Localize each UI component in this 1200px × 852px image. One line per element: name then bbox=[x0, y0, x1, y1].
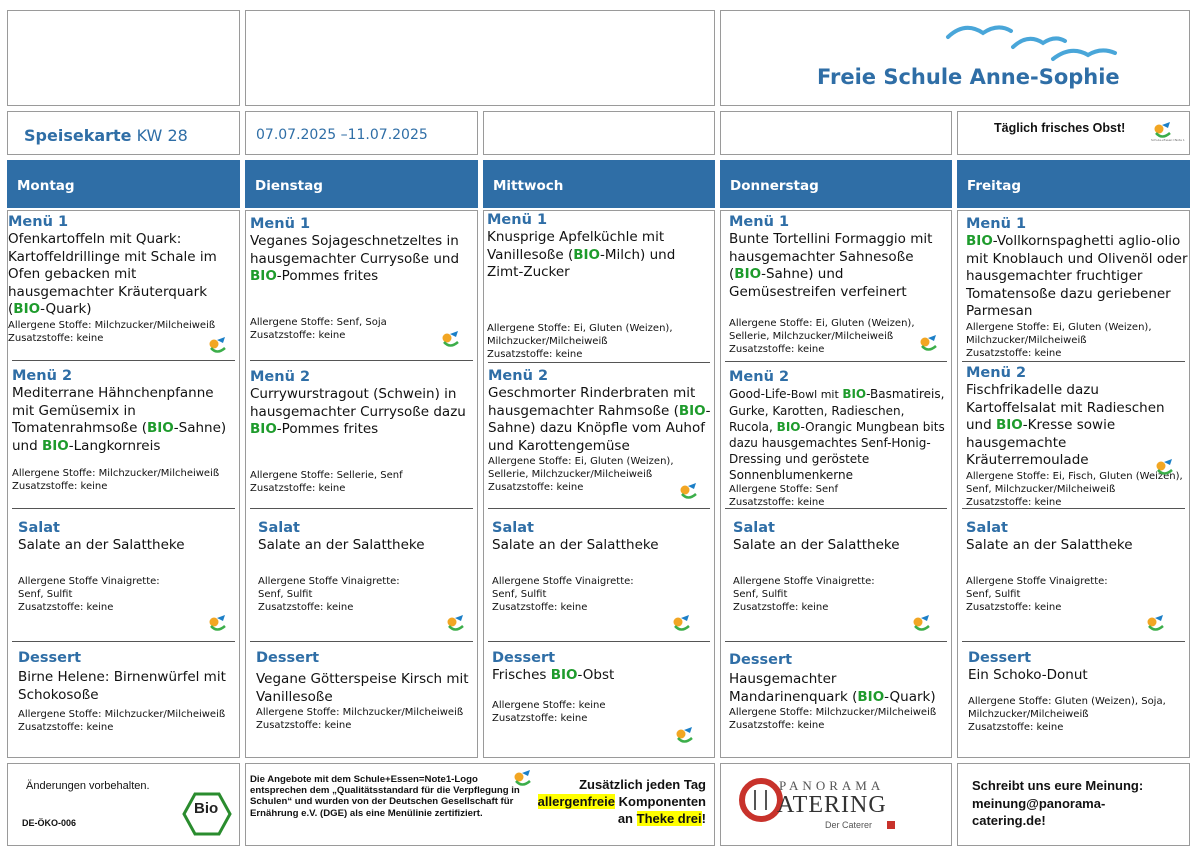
menu2-dish: Currywurstragout (Schwein) in hausgemachter Currysoße dazu BIO-Pommes frites bbox=[250, 386, 466, 437]
separator bbox=[488, 508, 710, 509]
salad-dish: Salate an der Salattheke bbox=[258, 537, 425, 553]
separator bbox=[12, 641, 235, 642]
dessert-additives: Zusatzstoffe: keine bbox=[18, 722, 114, 733]
dessert-allergens: Allergene Stoffe: Milchzucker/Milcheiweiß bbox=[256, 707, 464, 718]
menu2-additives: Zusatzstoffe: keine bbox=[966, 496, 1062, 508]
day-header-donnerstag: Donnerstag bbox=[720, 160, 952, 208]
menu1-dish: Knusprige Apfelküchle mit Vanillesoße (BIO-Milch) und Zimt-Zucker bbox=[487, 229, 676, 280]
menu1-allergens: Allergene Stoffe: Ei, Gluten (Weizen), Milchzucker/Milcheiweiß bbox=[487, 322, 673, 347]
separator bbox=[725, 508, 947, 509]
salad-dish: Salate an der Salattheke bbox=[492, 537, 659, 553]
menu2-additives: Zusatzstoffe: keine bbox=[729, 497, 825, 508]
salad-allergens-values: Senf, Sulfit bbox=[492, 588, 547, 600]
birds-logo-icon bbox=[943, 19, 1123, 65]
footer-changes-box bbox=[7, 763, 240, 846]
dessert-additives: Zusatzstoffe: keine bbox=[492, 712, 588, 724]
extra-line3: an Theke drei! bbox=[617, 811, 706, 826]
separator bbox=[250, 360, 473, 361]
separator bbox=[725, 361, 947, 362]
dessert-heading: Dessert bbox=[18, 650, 82, 666]
extra-line1: Zusätzlich jeden Tag bbox=[579, 777, 706, 792]
empty-box-3 bbox=[483, 111, 715, 155]
menu2-allergens: Allergene Stoffe: Milchzucker/Milcheiweiß bbox=[12, 468, 220, 479]
day-header-freitag: Freitag bbox=[957, 160, 1190, 208]
extra-info bbox=[538, 776, 706, 827]
day-header-mittwoch: Mittwoch bbox=[483, 160, 715, 208]
dessert-additives: Zusatzstoffe: keine bbox=[729, 720, 825, 731]
menu1-additives: Zusatzstoffe: keine bbox=[729, 344, 825, 355]
salad-additives: Zusatzstoffe: keine bbox=[733, 601, 829, 613]
dessert-allergens: Allergene Stoffe: Gluten (Weizen), Soja, Milchzucker/Milcheiweiß bbox=[968, 695, 1166, 720]
dessert-additives: Zusatzstoffe: keine bbox=[968, 721, 1064, 733]
separator bbox=[12, 508, 235, 509]
top-box-2 bbox=[245, 10, 715, 106]
separator bbox=[250, 508, 473, 509]
salad-allergens: Allergene Stoffe Vinaigrette: bbox=[733, 575, 875, 587]
dge-logo-icon bbox=[670, 725, 700, 747]
dge-logo-icon bbox=[1141, 613, 1171, 635]
menu2-heading: Menü 2 bbox=[966, 365, 1027, 381]
salad-allergens: Allergene Stoffe Vinaigrette: bbox=[18, 575, 160, 587]
dge-logo-icon bbox=[1148, 120, 1185, 142]
dessert-heading: Dessert bbox=[729, 652, 793, 668]
menu2-heading: Menü 2 bbox=[488, 368, 549, 384]
separator bbox=[488, 641, 710, 642]
menu2-heading: Menü 2 bbox=[729, 369, 790, 385]
menu1-heading: Menü 1 bbox=[966, 216, 1027, 232]
salad-heading: Salat bbox=[733, 520, 775, 536]
dge-logo-icon bbox=[508, 768, 538, 790]
separator bbox=[962, 361, 1185, 362]
menu1-heading: Menü 1 bbox=[8, 214, 69, 230]
separator bbox=[725, 641, 947, 642]
menu2-dish: Geschmorter Rinderbraten mit hausgemachter Rahmsoße (BIO-Sahne) dazu Knöpfle vom Auhof und Karottengemüse bbox=[488, 385, 711, 454]
extra-line2: allergenfreie Komponenten bbox=[537, 794, 706, 809]
menu2-dish: Mediterrane Hähnchenpfanne mit Gemüsemix in Tomatenrahmsoße (BIO-Sahne) und BIO-Langkornreis bbox=[12, 385, 227, 454]
top-box-1 bbox=[7, 10, 240, 106]
menu2-allergens: Allergene Stoffe: Ei, Fisch, Gluten (Weizen), Senf, Milchzucker/Milcheiweiß bbox=[966, 470, 1183, 495]
svg-text:Schule+Essen=Note 1: Schule+Essen=Note 1 bbox=[1151, 138, 1185, 142]
dessert-heading: Dessert bbox=[968, 650, 1032, 666]
date-range: 07.07.2025 –11.07.2025 bbox=[256, 127, 428, 143]
date-box bbox=[245, 111, 478, 155]
dge-logo-icon bbox=[441, 613, 471, 635]
menu1-dish: Ofenkartoffeln mit Quark: Kartoffeldrillinge mit Schale im Ofen gebacken mit hausgemachter Kräuterquark (BIO-Quark) bbox=[8, 231, 217, 317]
menu1-allergens: Allergene Stoffe: Ei, Gluten (Weizen), Sellerie, Milchzucker/Milcheiweiß bbox=[729, 318, 915, 342]
dge-logo-icon bbox=[907, 613, 937, 635]
day-header-montag: Montag bbox=[7, 160, 240, 208]
feedback-email[interactable]: meinung@panorama-catering.de! bbox=[972, 796, 1106, 828]
caterer-red-mark bbox=[887, 821, 895, 829]
salad-allergens-values: Senf, Sulfit bbox=[733, 588, 788, 600]
salad-additives: Zusatzstoffe: keine bbox=[18, 601, 114, 613]
school-logo-box bbox=[720, 10, 1190, 106]
salad-allergens-values: Senf, Sulfit bbox=[966, 588, 1021, 600]
salad-heading: Salat bbox=[492, 520, 534, 536]
separator bbox=[962, 508, 1185, 509]
separator bbox=[488, 362, 710, 363]
salad-additives: Zusatzstoffe: keine bbox=[258, 601, 354, 613]
salad-heading: Salat bbox=[18, 520, 60, 536]
day-column-montag bbox=[7, 210, 240, 758]
dge-logo-icon bbox=[1150, 457, 1180, 479]
caterer-sub: Der Caterer bbox=[825, 820, 873, 830]
dessert-additives: Zusatzstoffe: keine bbox=[256, 720, 352, 731]
dessert-allergens: Allergene Stoffe: Milchzucker/Milcheiweiß bbox=[729, 707, 937, 718]
fruit-note: Täglich frisches Obst! bbox=[994, 121, 1126, 135]
dessert-dish: Hausgemachter Mandarinenquark (BIO-Quark) bbox=[729, 671, 936, 705]
salad-additives: Zusatzstoffe: keine bbox=[492, 601, 588, 613]
dessert-dish: Ein Schoko-Donut bbox=[968, 667, 1088, 683]
salad-heading: Salat bbox=[966, 520, 1008, 536]
footer-dge-box bbox=[245, 763, 715, 846]
day-column-mittwoch bbox=[483, 210, 715, 758]
menu1-additives: Zusatzstoffe: keine bbox=[250, 329, 346, 341]
salad-allergens: Allergene Stoffe Vinaigrette: bbox=[966, 575, 1108, 587]
dessert-allergens: Allergene Stoffe: Milchzucker/Milcheiweiß bbox=[18, 709, 226, 720]
menu2-heading: Menü 2 bbox=[250, 369, 311, 385]
menu1-dish: BIO-Vollkornspaghetti aglio-olio mit Knoblauch und Olivenöl oder hausgemachter fruchtiger Tomatensoße dazu geriebener Parmesan bbox=[966, 233, 1188, 319]
menu1-additives: Zusatzstoffe: keine bbox=[487, 348, 583, 360]
menu1-dish: Bunte Tortellini Formaggio mit hausgemachter Sahnesoße (BIO-Sahne) und Gemüsestreifen verfeinert bbox=[729, 231, 933, 300]
menu1-additives: Zusatzstoffe: keine bbox=[8, 332, 104, 344]
salad-allergens: Allergene Stoffe Vinaigrette: bbox=[492, 575, 634, 587]
caterer-main: ATERING bbox=[777, 792, 887, 818]
salad-dish: Salate an der Salattheke bbox=[18, 537, 185, 553]
changes-note: Änderungen vorbehalten. bbox=[26, 780, 150, 792]
dge-logo-icon bbox=[674, 481, 704, 503]
day-column-donnerstag bbox=[720, 210, 952, 758]
empty-box-4 bbox=[720, 111, 952, 155]
footer-feedback-box bbox=[957, 763, 1190, 846]
menu2-additives: Zusatzstoffe: keine bbox=[488, 482, 584, 493]
title-box bbox=[7, 111, 240, 155]
menu1-dish: Veganes Sojageschnetzeltes in hausgemachter Currysoße und BIO-Pommes frites bbox=[250, 233, 460, 284]
fruit-box bbox=[957, 111, 1190, 155]
menu1-allergens: Allergene Stoffe: Milchzucker/Milcheiweiß bbox=[8, 319, 216, 331]
menu2-additives: Zusatzstoffe: keine bbox=[250, 482, 346, 494]
salad-dish: Salate an der Salattheke bbox=[966, 537, 1133, 553]
menu2-allergens: Allergene Stoffe: Sellerie, Senf bbox=[250, 469, 403, 481]
feedback-heading: Schreibt uns eure Meinung: bbox=[972, 778, 1144, 793]
menu2-dish: Fischfrikadelle dazu Kartoffelsalat mit Radieschen und BIO-Kresse sowie hausgemachte Kräuterremoulade bbox=[966, 382, 1165, 468]
separator bbox=[250, 641, 473, 642]
dge-logo-icon bbox=[436, 329, 466, 351]
day-header-dienstag: Dienstag bbox=[245, 160, 478, 208]
school-name: Freie Schule Anne-Sophie bbox=[817, 65, 1120, 89]
salad-allergens: Allergene Stoffe Vinaigrette: bbox=[258, 575, 400, 587]
oeko-code: DE-ÖKO-006 bbox=[22, 818, 77, 828]
dessert-dish: Vegane Götterspeise Kirsch mit Vanillesoße bbox=[256, 671, 469, 705]
dessert-dish: Birne Helene: Birnenwürfel mit Schokosoße bbox=[18, 669, 226, 703]
menu2-heading: Menü 2 bbox=[12, 368, 73, 384]
dessert-heading: Dessert bbox=[492, 650, 556, 666]
menu1-heading: Menü 1 bbox=[250, 216, 311, 232]
menu2-dish: Good-Life-Bowl mit BIO-Basmatireis, Gurke, Karotten, Radieschen, Rucola, BIO-Orangic Mungbean bits dazu hausgemachtes Senf-Honig-Dressing und geröstete Sonnenblumenkerne bbox=[729, 387, 945, 482]
day-column-freitag bbox=[957, 210, 1190, 758]
dge-certification-text: Die Angebote mit dem Schule+Essen=Note1-Logo entsprechen dem „Qualitätsstandard für die Verpflegung in Schulen“ und wurden von der Deutschen Gesellschaft für Ernährung e.V. (DGE) als eine Menülinie zertifiziert. bbox=[250, 774, 520, 819]
dge-logo-icon bbox=[914, 333, 944, 355]
dessert-dish: Frisches BIO-Obst bbox=[492, 667, 615, 683]
menu2-additives: Zusatzstoffe: keine bbox=[12, 481, 108, 492]
menu1-additives: Zusatzstoffe: keine bbox=[966, 347, 1062, 359]
salad-heading: Salat bbox=[258, 520, 300, 536]
menu1-allergens: Allergene Stoffe: Ei, Gluten (Weizen), Milchzucker/Milcheiweiß bbox=[966, 321, 1152, 346]
menu1-heading: Menü 1 bbox=[487, 212, 548, 228]
salad-additives: Zusatzstoffe: keine bbox=[966, 601, 1062, 613]
day-column-dienstag bbox=[245, 210, 478, 758]
bio-seal-text: Bio bbox=[194, 800, 219, 817]
separator bbox=[962, 641, 1185, 642]
footer-caterer-box bbox=[720, 763, 952, 846]
menu1-heading: Menü 1 bbox=[729, 214, 790, 230]
caterer-top: PANORAMA bbox=[779, 778, 885, 793]
menu1-allergens: Allergene Stoffe: Senf, Soja bbox=[250, 316, 387, 328]
dge-logo-icon bbox=[667, 613, 697, 635]
dessert-allergens: Allergene Stoffe: keine bbox=[492, 699, 606, 711]
menu2-allergens: Allergene Stoffe: Senf bbox=[729, 484, 838, 495]
dessert-heading: Dessert bbox=[256, 650, 320, 666]
salad-dish: Salate an der Salattheke bbox=[733, 537, 900, 553]
salad-allergens-values: Senf, Sulfit bbox=[258, 588, 313, 600]
dge-logo-icon bbox=[203, 335, 233, 357]
menu-title: Speisekarte KW 28 bbox=[24, 126, 188, 145]
menu2-allergens: Allergene Stoffe: Ei, Gluten (Weizen), Sellerie, Milchzucker/Milcheiweiß bbox=[488, 456, 674, 480]
dge-logo-icon bbox=[203, 613, 233, 635]
separator bbox=[12, 360, 235, 361]
salad-allergens-values: Senf, Sulfit bbox=[18, 588, 73, 600]
